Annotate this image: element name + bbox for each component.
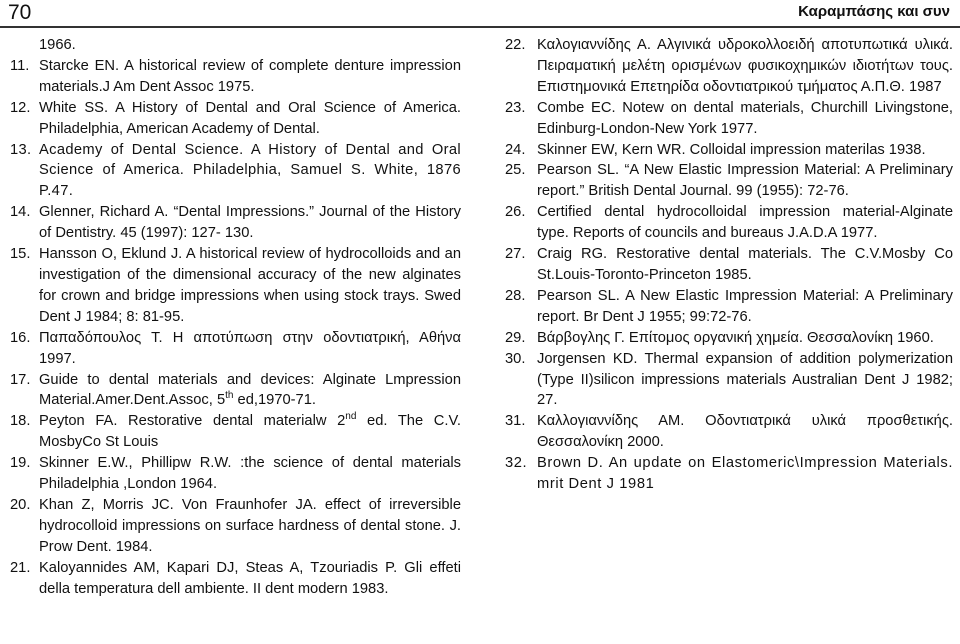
reference-item [8,98,461,140]
reference-number: 19. [10,455,31,472]
header-rule [0,26,960,28]
reference-item [505,328,953,349]
reference-text: Combe EC. Notew on dental materials, Churchill Livingstone, Edinburg-London-New York 1977. [537,99,953,137]
reference-text: Καλλογιαννίδης ΑΜ. Οδοντιατρικά υλικά προσθετικής. Θεσσαλονίκη 2000. [537,413,953,451]
reference-number: 12. [10,99,31,116]
reference-number: 30. [505,350,526,367]
left-reference-column [8,35,461,599]
reference-item [505,286,953,328]
reference-text: Jorgensen KD. Thermal expansion of addition polymerization (Type II)silicon impressions materials Australian Dent J 1982; 27. [537,350,953,409]
reference-text: Khan Z, Morris JC. Von Fraunhofer JA. effect of irreversible hydrocolloid impressions on surface hardness of dental stone. J. Prow Dent. 1984. [39,496,461,555]
reference-text: Hansson O, Eklund J. A historical review of hydrocolloids and an investigation of the dimensional accuracy of the new alginates for crown and bridge impressions when using stock trays. Swed Dent J 1984; 8: 81-95. [39,246,461,325]
reference-number: 27. [505,246,526,263]
reference-item [8,453,461,495]
reference-text: Παπαδόπουλος Τ. Η αποτύπωση στην οδοντιατρική, Αθήνα 1997. [39,329,461,367]
reference-number: 28. [505,287,526,304]
reference-number: 17. [10,371,31,388]
reference-text: White SS. A History of Dental and Oral Science of America. Philadelphia, American Academy of Dental. [39,99,461,137]
reference-number: 32. [505,455,528,472]
reference-item [505,244,953,286]
reference-text-post: ed. The C.V. MosbyCo St Louis [39,413,461,451]
reference-number: 14. [10,204,31,221]
reference-item [8,56,461,98]
reference-item [505,140,953,161]
reference-item [505,453,953,495]
reference-text: Pearson SL. “A New Elastic Impression Material: A Preliminary report.” British Dental Journal. 99 (1955): 72-76. [537,162,953,200]
reference-number: 26. [505,204,526,221]
reference-item [8,558,461,600]
reference-item [8,370,461,412]
reference-item [8,328,461,370]
reference-item [505,349,953,412]
reference-text: Pearson SL. A New Elastic Impression Material: A Preliminary report. Br Dent J 1955; 99:72-76. [537,287,953,325]
reference-text: Βάρβογλης Γ. Επίτομος οργανική χημεία. Θεσσαλονίκη 1960. [537,329,934,346]
reference-number: 25. [505,162,526,179]
reference-item [8,244,461,328]
reference-number: 15. [10,246,31,263]
superscript: th [225,390,234,402]
reference-text: Καλογιαννίδης Α. Αλγινικά υδροκολλοειδή αποτυπωτικά υλικά. Πειραματική μελέτη ορισμένων φυσικοχημικών ιδιοτήτων τους. Επιστημονικά Επετηρίδα οδοντιατρικού τμήματος Α.Π.Θ. 1987 [537,37,953,95]
reference-item [505,98,953,140]
reference-item [8,140,461,203]
reference-number: 31. [505,413,526,430]
reference-item [505,411,953,453]
reference-text-post: ed,1970-71. [233,392,316,409]
reference-item [8,202,461,244]
reference-number: 11. [10,57,30,74]
reference-text: Skinner E.W., Phillipw R.W. :the science of dental materials Philadelphia ,London 1964. [39,455,461,493]
reference-text: Starcke EN. A historical review of complete denture impression materials.J Am Dent Assoc 1975. [39,57,461,95]
superscript: nd [345,411,357,423]
reference-number: 29. [505,329,526,346]
reference-text-pre: Guide to dental materials and devices: Alginate Lmpression Material.Amer.Dent.Assoc, 5 [39,371,461,409]
reference-number: 23. [505,99,526,116]
reference-item [505,202,953,244]
running-head: Καραμπάσης και συν [798,3,950,20]
reference-text-pre: Peyton FA. Restorative dental materialw 2 [39,413,346,430]
reference-number: 18. [10,413,31,430]
reference-text: Craig RG. Restorative dental materials. The C.V.Mosby Co St.Louis-Toronto-Princeton 1985. [537,246,953,283]
reference-number: 16. [10,329,31,346]
right-reference-column [505,35,953,495]
reference-item [8,495,461,558]
page-header [0,0,960,26]
reference-text: Academy of Dental Science. A History of Dental and Oral Science of America. Philadelphia, Samuel S. White, 1876 P.47. [39,141,461,200]
reference-item [8,411,461,453]
reference-item [505,35,953,98]
reference-item [505,160,953,202]
page-number: 70 [8,1,32,24]
reference-text: Glenner, Richard A. “Dental Impressions.” Journal of the History of Dentistry. 45 (1997): 127- 130. [39,204,461,242]
reference-number: 21. [10,559,31,576]
reference-text: Certified dental hydrocolloidal impression material-Alginate type. Reports of councils and bureaus J.A.D.A 1977. [537,204,953,242]
reference-text: Brown D. An update on Elastomeric\Impression Materials. mrit Dent J 1981 [537,455,953,493]
reference-text: Skinner EW, Kern WR. Colloidal impression materilas 1938. [537,141,926,158]
reference-number: 13. [10,141,32,158]
reference-number: 20. [10,496,31,513]
reference-number: 22. [505,37,526,53]
reference-continuation: 1966. [39,37,76,53]
reference-number: 24. [505,141,526,158]
reference-text: Kaloyannides AM, Kapari DJ, Steas A, Tzouriadis P. Gli effeti della temperatura dell ambiente. II dent modern 1983. [39,559,461,597]
